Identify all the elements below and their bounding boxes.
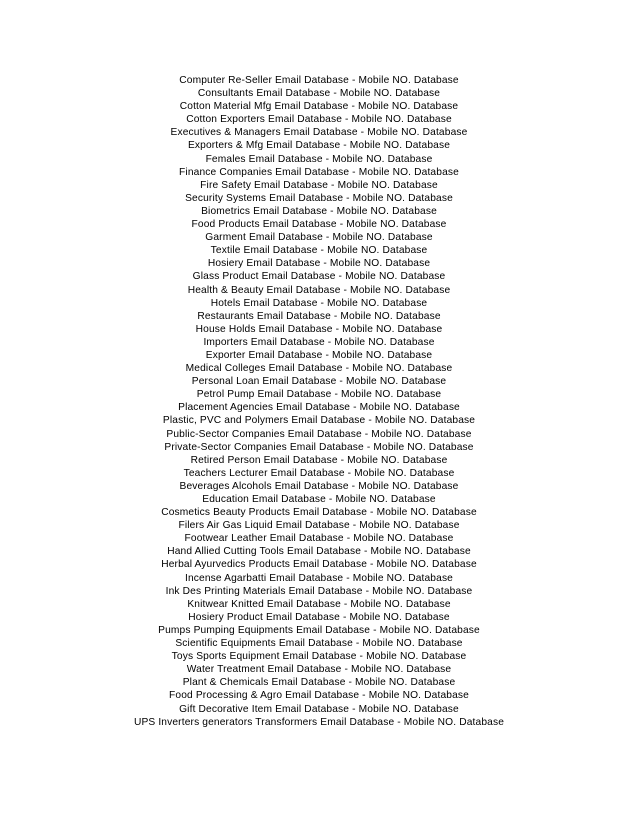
list-item: Beverages Alcohols Email Database - Mobile NO. Database bbox=[179, 480, 459, 492]
list-item: Hand Allied Cutting Tools Email Database - Mobile NO. Database bbox=[167, 546, 471, 558]
list-item: Plant & Chemicals Email Database - Mobile NO. Database bbox=[182, 677, 456, 689]
list-item: Exporter Email Database - Mobile NO. Database bbox=[205, 349, 433, 361]
list-item: Textile Email Database - Mobile NO. Database bbox=[210, 245, 428, 257]
list-item: Public-Sector Companies Email Database - Mobile NO. Database bbox=[166, 428, 472, 440]
list-item: Females Email Database - Mobile NO. Database bbox=[205, 153, 433, 165]
list-item: Finance Companies Email Database - Mobile NO. Database bbox=[179, 166, 459, 178]
list-item: Medical Colleges Email Database - Mobile NO. Database bbox=[185, 363, 453, 375]
list-item: Pumps Pumping Equipments Email Database - Mobile NO. Database bbox=[158, 624, 480, 636]
list-item: Consultants Email Database - Mobile NO. Database bbox=[197, 88, 441, 100]
list-item: Placement Agencies Email Database - Mobile NO. Database bbox=[178, 402, 460, 414]
list-item: House Holds Email Database - Mobile NO. Database bbox=[195, 323, 443, 335]
list-item: Knitwear Knitted Email Database - Mobile NO. Database bbox=[187, 598, 451, 610]
database-list bbox=[0, 74, 638, 729]
list-item: Health & Beauty Email Database - Mobile NO. Database bbox=[187, 284, 451, 296]
list-item: Education Email Database - Mobile NO. Database bbox=[202, 494, 436, 505]
list-item: Cosmetics Beauty Products Email Database - Mobile NO. Database bbox=[161, 507, 477, 519]
list-item: Petrol Pump Email Database - Mobile NO. Database bbox=[196, 389, 442, 401]
list-item: Hosiery Email Database - Mobile NO. Database bbox=[207, 258, 431, 270]
list-item: Importers Email Database - Mobile NO. Database bbox=[203, 336, 435, 348]
list-item: Computer Re-Seller Email Database - Mobile NO. Database bbox=[179, 75, 459, 86]
list-item: Ink Des Printing Materials Email Database - Mobile NO. Database bbox=[165, 585, 473, 597]
list-item: Exporters & Mfg Email Database - Mobile NO. Database bbox=[187, 140, 451, 152]
list-item: Private-Sector Companies Email Database - Mobile NO. Database bbox=[164, 441, 474, 453]
list-item: Garment Email Database - Mobile NO. Database bbox=[205, 232, 433, 244]
list-item: Footwear Leather Email Database - Mobile NO. Database bbox=[184, 533, 454, 545]
list-item: Food Processing & Agro Email Database - Mobile NO. Database bbox=[169, 690, 469, 702]
list-item: Herbal Ayurvedics Products Email Database - Mobile NO. Database bbox=[161, 559, 477, 571]
list-item: UPS Inverters generators Transformers Email Database - Mobile NO. Database bbox=[133, 716, 505, 728]
list-item: Filers Air Gas Liquid Email Database - Mobile NO. Database bbox=[178, 520, 460, 532]
list-item: Glass Product Email Database - Mobile NO. Database bbox=[192, 271, 446, 283]
list-item: Plastic, PVC and Polymers Email Database - Mobile NO. Database bbox=[162, 415, 476, 427]
list-item: Water Treatment Email Database - Mobile NO. Database bbox=[186, 664, 452, 676]
list-item: Biometrics Email Database - Mobile NO. Database bbox=[201, 205, 437, 217]
list-item: Cotton Material Mfg Email Database - Mobile NO. Database bbox=[179, 101, 459, 113]
list-item: Personal Loan Email Database - Mobile NO. Database bbox=[191, 376, 447, 388]
list-item: Teachers Lecturer Email Database - Mobile NO. Database bbox=[183, 467, 455, 479]
list-item: Cotton Exporters Email Database - Mobile NO. Database bbox=[186, 114, 452, 126]
list-item: Scientific Equipments Email Database - Mobile NO. Database bbox=[175, 638, 463, 650]
list-item: Incense Agarbatti Email Database - Mobile NO. Database bbox=[184, 572, 453, 584]
list-item: Hotels Email Database - Mobile NO. Database bbox=[210, 297, 428, 309]
list-item: Security Systems Email Database - Mobile NO. Database bbox=[185, 192, 453, 204]
list-item: Food Products Email Database - Mobile NO. Database bbox=[191, 219, 447, 231]
list-item: Retired Person Email Database - Mobile NO. Database bbox=[190, 454, 448, 466]
list-item: Toys Sports Equipment Email Database - Mobile NO. Database bbox=[171, 651, 467, 663]
list-item: Restaurants Email Database - Mobile NO. Database bbox=[197, 310, 441, 322]
list-item: Hosiery Product Email Database - Mobile NO. Database bbox=[188, 611, 450, 623]
list-item: Fire Safety Email Database - Mobile NO. Database bbox=[200, 179, 438, 191]
list-item: Gift Decorative Item Email Database - Mobile NO. Database bbox=[179, 703, 459, 715]
list-item: Executives & Managers Email Database - Mobile NO. Database bbox=[170, 127, 468, 139]
